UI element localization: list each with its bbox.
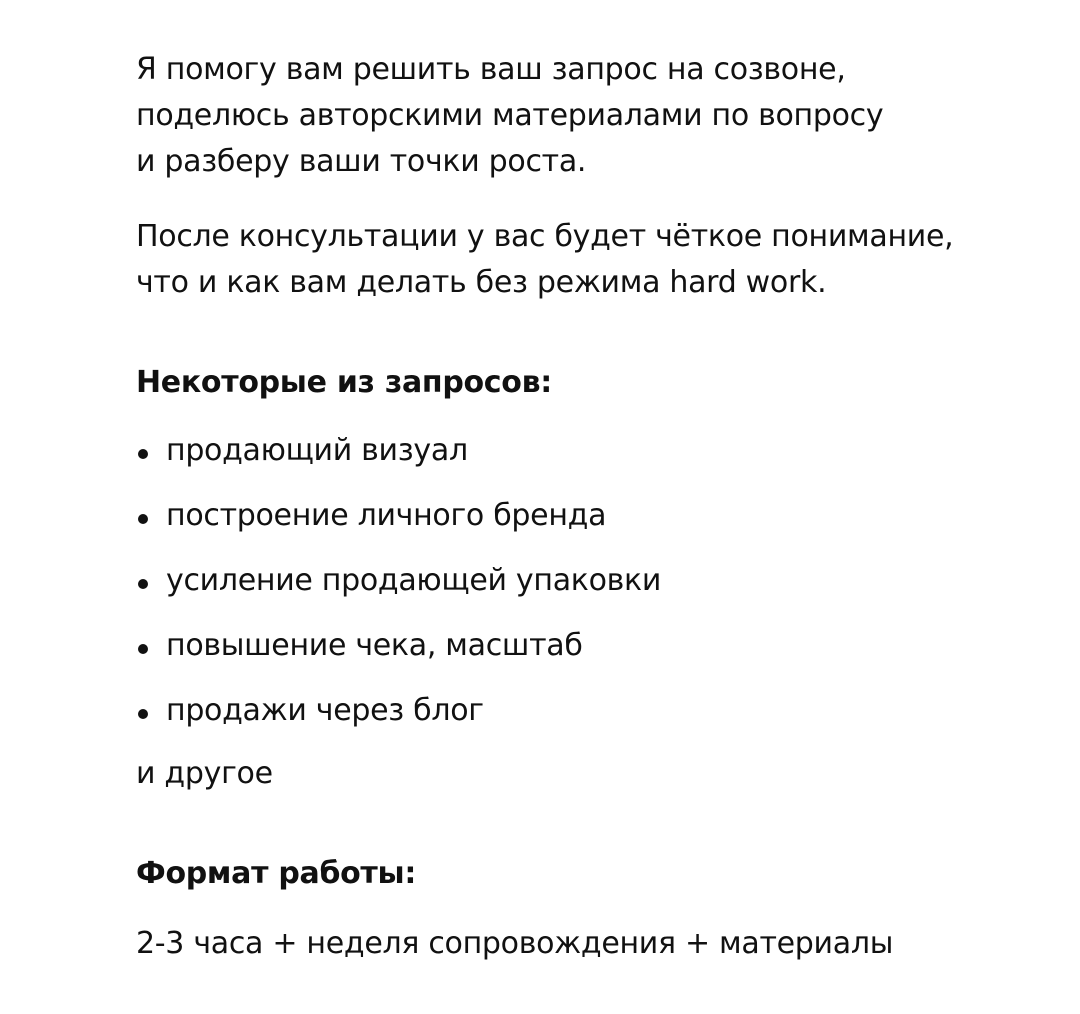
list-item-label: продающий визуал (166, 433, 468, 468)
list-item (136, 493, 661, 558)
list-item-label: построение личного бренда (166, 498, 607, 533)
outcome-line: После консультации у вас будет чёткое понимание, (136, 219, 954, 254)
list-item-label: повышение чека, масштаб (166, 628, 583, 663)
requests-list (136, 428, 661, 753)
list-item (136, 688, 661, 753)
intro-line: и разберу ваши точки роста. (136, 144, 587, 179)
bullet-icon (138, 514, 148, 524)
list-item (136, 558, 661, 623)
intro-paragraph (136, 47, 883, 185)
format-text: 2-3 часа + неделя сопровождения + материалы (136, 926, 894, 961)
outcome-paragraph (136, 214, 953, 306)
format-heading: Формат работы: (136, 856, 417, 891)
list-item-label: усиление продающей упаковки (166, 563, 662, 598)
intro-line: поделюсь авторскими материалами по вопросу (136, 98, 884, 133)
bullet-icon (138, 449, 148, 459)
bullet-icon (138, 579, 148, 589)
requests-heading: Некоторые из запросов: (136, 365, 552, 400)
requests-footer: и другое (136, 756, 273, 791)
list-item (136, 623, 661, 688)
list-item (136, 428, 661, 493)
bullet-icon (138, 644, 148, 654)
outcome-line: что и как вам делать без режима hard work. (136, 265, 827, 300)
intro-line: Я помогу вам решить ваш запрос на созвоне, (136, 52, 846, 87)
list-item-label: продажи через блог (166, 693, 484, 728)
bullet-icon (138, 709, 148, 719)
